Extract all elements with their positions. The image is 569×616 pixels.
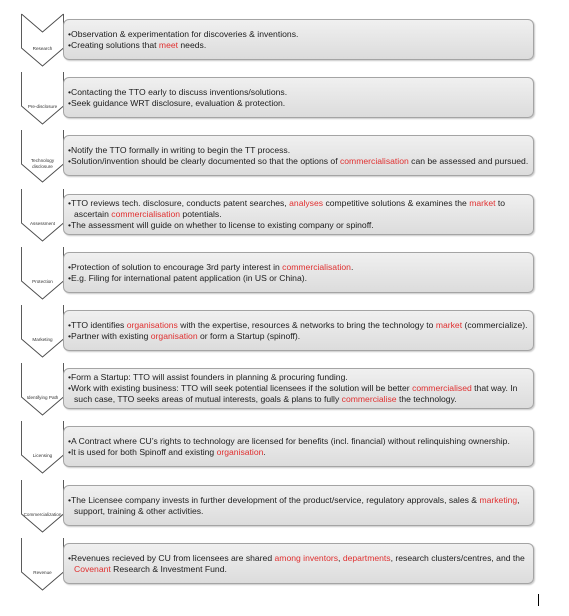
step-label bbox=[21, 46, 64, 52]
bullet-text: , bbox=[338, 552, 343, 563]
bullet-text: to ascertain bbox=[74, 198, 506, 219]
bullet-text: •Work with existing business: TTO will seek potential licensees if the solution will be better bbox=[68, 383, 413, 393]
step-label bbox=[21, 337, 64, 343]
step-description-box bbox=[63, 135, 534, 176]
bullet-point bbox=[68, 145, 529, 156]
bullet-text: •Solution/invention should be clearly documented so that the options of bbox=[68, 155, 340, 166]
chevron-shape bbox=[21, 363, 64, 415]
bullet-point bbox=[68, 29, 529, 40]
highlighted-term: commercialised bbox=[412, 383, 472, 393]
bullet-point bbox=[68, 553, 529, 575]
highlighted-term: commercialisation bbox=[282, 261, 351, 272]
highlighted-term: departments bbox=[342, 552, 391, 563]
chevron-step-7 bbox=[21, 363, 64, 415]
bullet-point bbox=[68, 198, 529, 220]
highlighted-term: organisation bbox=[216, 446, 264, 457]
chevron-shape bbox=[21, 189, 64, 241]
bullet-text: or form a Startup (spinoff). bbox=[197, 330, 301, 341]
chevron-step-1 bbox=[21, 14, 64, 66]
chevron-step-8 bbox=[21, 421, 64, 473]
step-label bbox=[21, 158, 64, 170]
step-description-box bbox=[63, 310, 534, 351]
step-description-box bbox=[63, 543, 534, 584]
step-label-line: Revenue bbox=[33, 570, 52, 575]
step-label bbox=[21, 221, 64, 227]
bullet-text: •TTO identifies bbox=[68, 319, 127, 330]
bullet-point bbox=[68, 495, 529, 517]
bullet-point bbox=[68, 372, 529, 383]
bullet-point bbox=[68, 98, 529, 109]
step-label bbox=[21, 512, 64, 518]
step-label-line: Identifying Path bbox=[26, 395, 59, 400]
bullet-text: , support, training & other activities. bbox=[74, 494, 520, 516]
bullet-point bbox=[68, 262, 529, 273]
bullet-text: Research & Investment Fund. bbox=[110, 563, 227, 574]
bullet-point bbox=[68, 331, 529, 342]
highlighted-term: commercialisation bbox=[111, 209, 181, 219]
step-description-box bbox=[63, 252, 534, 293]
step-label-line: Technology bbox=[30, 158, 55, 163]
bullet-text: . bbox=[350, 261, 354, 272]
bullet-text: •A Contract where CU’s rights to technology are licensed for benefits (incl. financial) without relinquishing ownership. bbox=[68, 435, 510, 446]
chevron-shape bbox=[21, 14, 64, 66]
chevron-shape bbox=[21, 421, 64, 473]
bullet-point bbox=[68, 156, 529, 167]
chevron-step-3 bbox=[21, 130, 64, 182]
chevron-shape bbox=[21, 480, 64, 532]
chevron-step-6 bbox=[21, 305, 64, 357]
highlighted-term: commercialisation bbox=[339, 155, 409, 166]
chevron-step-9 bbox=[21, 480, 64, 532]
bullet-point bbox=[68, 436, 529, 447]
step-label-line: Research bbox=[32, 46, 53, 51]
bullet-text: •Partner with existing bbox=[68, 330, 151, 341]
bullet-text: . bbox=[263, 446, 266, 457]
step-label-line: Protection bbox=[32, 279, 53, 284]
highlighted-term: among inventors bbox=[274, 552, 339, 563]
chevron-shape bbox=[21, 72, 64, 124]
bullet-text: •TTO reviews tech. disclosure, conducts patent searches, bbox=[68, 198, 290, 208]
highlighted-term: market bbox=[469, 198, 496, 208]
chevron-step-4 bbox=[21, 189, 64, 241]
step-label-line: Assessment bbox=[29, 221, 56, 226]
highlighted-term: commercialise bbox=[341, 394, 397, 404]
bullet-text: competitive solutions & examines the bbox=[323, 198, 470, 208]
bullet-point bbox=[68, 87, 529, 98]
bullet-text: with the expertise, resources & networks to bring the technology to bbox=[177, 319, 436, 330]
bullet-text: that way. In such case, TTO seeks areas of mutual interests, goals & plans to fully bbox=[74, 383, 518, 404]
highlighted-term: organisations bbox=[126, 319, 178, 330]
chevron-shape bbox=[21, 538, 64, 590]
highlighted-term: marketing bbox=[479, 494, 518, 505]
bullet-text: •Observation & experimentation for discoveries & inventions. bbox=[68, 28, 299, 39]
bullet-text: •The Licensee company invests in further development of the product/service, regulatory approvals, sales & bbox=[68, 494, 480, 505]
chevron-shape bbox=[21, 305, 64, 357]
highlighted-term: analyses bbox=[289, 198, 324, 208]
highlighted-term: market bbox=[435, 319, 463, 330]
chevron-step-10 bbox=[21, 538, 64, 590]
step-label-line: disclosure bbox=[32, 164, 53, 169]
bullet-point bbox=[68, 273, 529, 284]
step-label bbox=[21, 104, 64, 110]
bullet-text: can be assessed and pursued. bbox=[408, 155, 529, 166]
step-description-box bbox=[63, 426, 534, 467]
step-description-box bbox=[63, 77, 534, 118]
bullet-text: •It is used for both Spinoff and existing bbox=[68, 446, 217, 457]
step-label-line: Commercialization bbox=[23, 512, 62, 517]
highlighted-term: meet bbox=[158, 39, 179, 50]
step-label bbox=[21, 570, 64, 576]
step-label bbox=[21, 279, 64, 285]
step-description-box bbox=[63, 19, 534, 60]
bullet-text: potentials. bbox=[180, 209, 222, 219]
text-cursor bbox=[538, 594, 539, 606]
bullet-text: needs. bbox=[178, 39, 207, 50]
step-label-line: Marketing bbox=[32, 337, 53, 342]
bullet-text: •Creating solutions that bbox=[68, 39, 159, 50]
step-label-line: Pre-disclosure bbox=[27, 104, 58, 109]
bullet-text: •E.g. Filing for international patent application (in US or China). bbox=[68, 272, 307, 283]
step-description-box bbox=[63, 368, 534, 409]
bullet-text: •Form a Startup: TTO will assist founders in planning & procuring funding. bbox=[68, 372, 348, 382]
bullet-text: •Notify the TTO formally in writing to begin the TT process. bbox=[68, 144, 291, 155]
step-description-box bbox=[63, 194, 534, 235]
bullet-point bbox=[68, 40, 529, 51]
bullet-point bbox=[68, 320, 529, 331]
step-description-box bbox=[63, 485, 534, 526]
bullet-point bbox=[68, 220, 529, 231]
chevron-step-5 bbox=[21, 247, 64, 299]
bullet-text: •The assessment will guide on whether to license to existing company or spinoff. bbox=[68, 220, 374, 230]
bullet-text: the technology. bbox=[396, 394, 457, 404]
step-label bbox=[21, 453, 64, 459]
bullet-text: •Contacting the TTO early to discuss inventions/solutions. bbox=[68, 86, 288, 97]
chevron-shape bbox=[21, 130, 64, 182]
bullet-text: , research clusters/centres, and the bbox=[390, 552, 525, 563]
chevron-step-2 bbox=[21, 72, 64, 124]
highlighted-term: organisation bbox=[150, 330, 198, 341]
bullet-text: •Revenues recieved by CU from licensees are shared bbox=[68, 552, 275, 563]
highlighted-term: Covenant bbox=[74, 563, 111, 574]
bullet-text: (commercialize). bbox=[462, 319, 528, 330]
bullet-point bbox=[68, 447, 529, 458]
bullet-point bbox=[68, 383, 529, 405]
chevron-shape bbox=[21, 247, 64, 299]
step-label-line: Licensing bbox=[32, 453, 53, 458]
bullet-text: •Seek guidance WRT disclosure, evaluation & protection. bbox=[68, 97, 286, 108]
step-label bbox=[21, 395, 64, 401]
bullet-text: •Protection of solution to encourage 3rd party interest in bbox=[68, 261, 283, 272]
